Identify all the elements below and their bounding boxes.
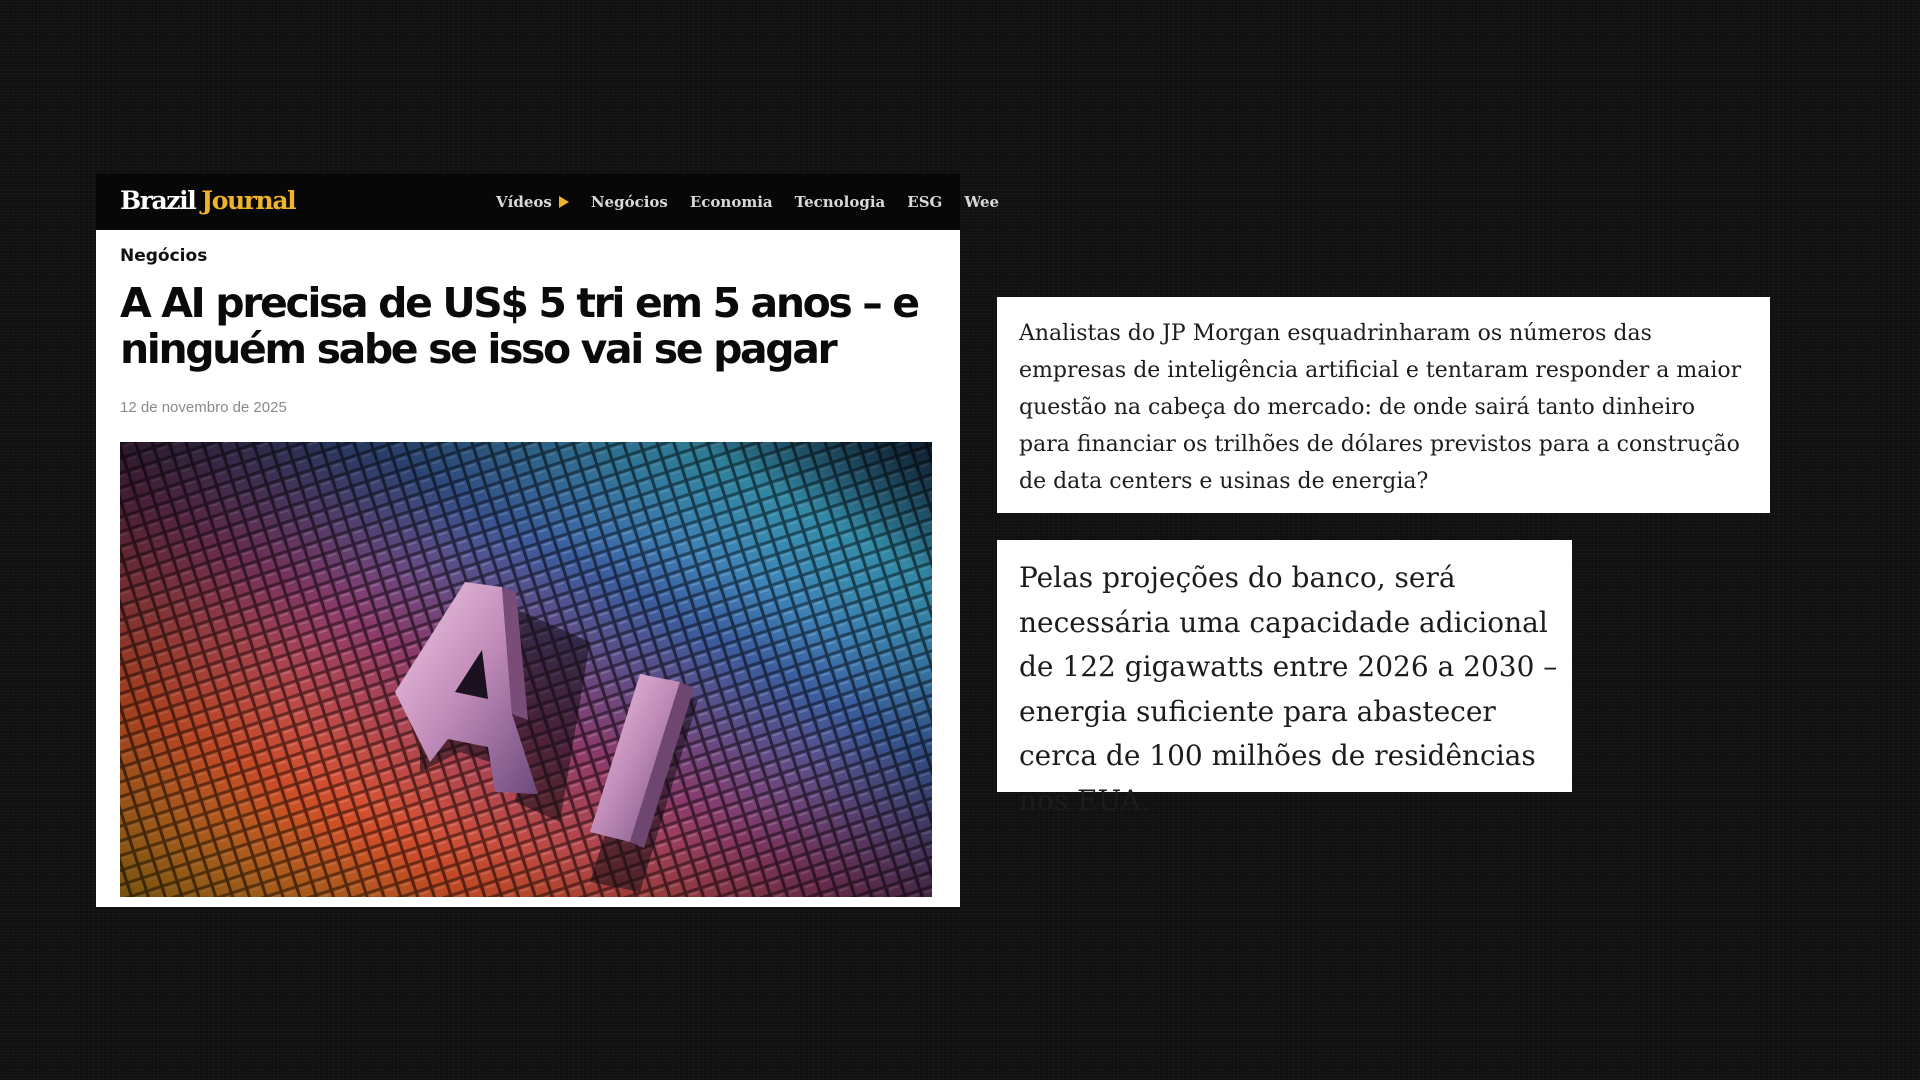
nav-item-tecnologia[interactable]: Tecnologia	[794, 193, 886, 211]
article-category[interactable]: Negócios	[120, 246, 208, 266]
article-screenshot	[96, 174, 1000, 907]
article-date: 12 de novembro de 2025	[120, 399, 287, 416]
quote-box-projections	[997, 540, 1572, 817]
ai-illustration	[120, 442, 932, 897]
site-header	[96, 174, 1000, 230]
logo-part-brazil: Brazil	[120, 186, 196, 215]
nav-item-economia[interactable]: Economia	[689, 193, 773, 211]
nav-item-esg[interactable]: ESG	[907, 193, 943, 211]
play-icon	[559, 196, 569, 208]
nav-item-label: Vídeos	[496, 193, 552, 211]
quote-text: Analistas do JP Morgan esquadrinharam os números das empresas de inteligência artificial e tentaram responder a maior questão na cabeça do mercado: de onde sairá tanto dinheiro para financiar os trilhões de dólares previstos para a construção de data centers e usinas de energia?	[1019, 321, 1742, 494]
quote-text: Pelas projeções do banco, será necessária uma capacidade adicional de 122 gigawatts entre 2026 a 2030 – energia suficiente para abastecer cerca de 100 milhões de residências nos EUA.	[1019, 561, 1558, 817]
quote-box-jp-morgan	[997, 297, 1770, 513]
article-hero-image	[120, 442, 932, 897]
main-nav	[496, 174, 1021, 230]
nav-item-videos[interactable]	[496, 193, 569, 211]
article-headline: A AI precisa de US$ 5 tri em 5 anos – e ninguém sabe se isso vai se pagar	[120, 279, 918, 373]
logo-part-journal: Journal	[201, 186, 296, 215]
brazil-journal-logo[interactable]	[120, 186, 295, 215]
nav-item-negocios[interactable]: Negócios	[590, 193, 668, 211]
nav-item-weekend[interactable]: Wee	[964, 193, 1000, 211]
